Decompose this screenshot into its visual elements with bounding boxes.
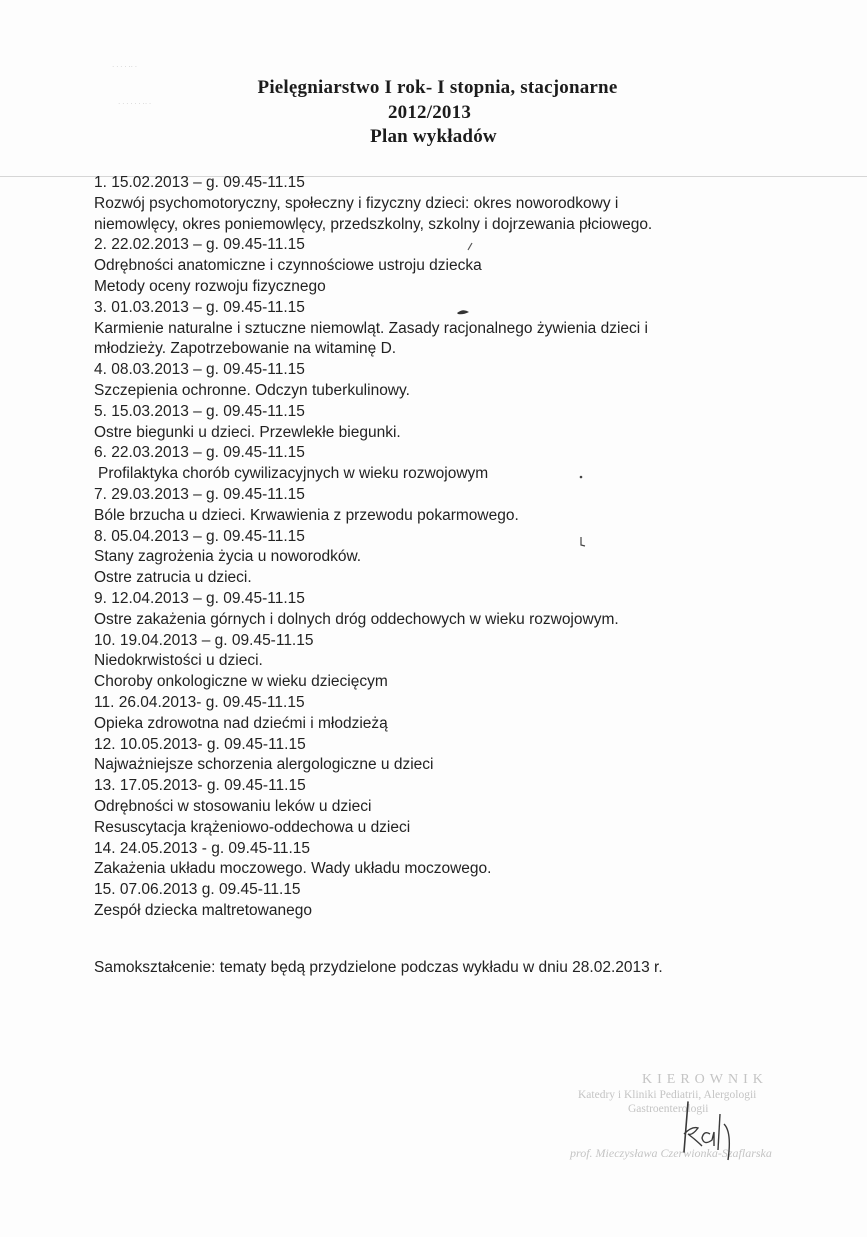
list-line: Odrębności anatomiczne i czynnościowe ustroju dziecka — [94, 257, 482, 275]
list-line: Opieka zdrowotna nad dziećmi i młodzieżą — [94, 714, 388, 732]
list-line: Zespół dziecka maltretowanego — [94, 901, 312, 919]
scan-artifact: · · · · · · ·· · — [118, 100, 152, 108]
list-line: 15. 07.06.2013 g. 09.45-11.15 — [94, 881, 301, 899]
list-line: Stany zagrożenia życia u noworodków. — [94, 548, 362, 566]
list-line: Rozwój psychomotoryczny, społeczny i fizyczny dzieci: okres noworodkowy i — [94, 194, 619, 212]
self-study-note: Samokształcenie: tematy będą przydzielone podczas wykładu w dniu 28.02.2013 r. — [94, 959, 663, 976]
stamp-title: KIEROWNIK — [642, 1072, 768, 1087]
pen-mark — [456, 307, 470, 317]
list-line: 14. 24.05.2013 - g. 09.45-11.15 — [94, 839, 311, 857]
list-line: Najważniejsze schorzenia alergologiczne u dzieci — [94, 756, 434, 774]
list-line: Metody oceny rozwoju fizycznego — [94, 277, 326, 295]
list-line: 2. 22.02.2013 – g. 09.45-11.15 — [94, 236, 305, 254]
list-line: 12. 10.05.2013- g. 09.45-11.15 — [94, 735, 306, 753]
list-line: Karmienie naturalne i sztuczne niemowląt. Zasady racjonalnego żywienia dzieci i — [94, 319, 648, 337]
list-line: 5. 15.03.2013 – g. 09.45-11.15 — [94, 402, 305, 420]
stamp-name: prof. Mieczysława Czerwionka-Szaflarska — [570, 1146, 772, 1160]
list-line: Szczepienia ochronne. Odczyn tuberkulinowy. — [94, 381, 410, 399]
pen-mark — [578, 536, 586, 548]
list-line: Ostre zakażenia górnych i dolnych dróg oddechowych w wieku rozwojowym. — [94, 610, 619, 628]
list-line: 4. 08.03.2013 – g. 09.45-11.15 — [94, 361, 305, 379]
pen-mark — [578, 473, 584, 481]
list-line: Profilaktyka chorób cywilizacyjnych w wieku rozwojowym — [98, 465, 489, 483]
list-line: Ostre zatrucia u dzieci. — [94, 569, 252, 587]
list-line: młodzieży. Zapotrzebowanie na witaminę D. — [94, 340, 397, 358]
scan-artifact: · · · · ·· · — [112, 63, 138, 71]
list-line: 1. 15.02.2013 – g. 09.45-11.15 — [94, 174, 305, 191]
list-line: 6. 22.03.2013 – g. 09.45-11.15 — [94, 444, 305, 462]
pen-mark — [466, 242, 474, 252]
stamp-department-2: Gastroenterologii — [628, 1103, 709, 1115]
list-line: 3. 01.03.2013 – g. 09.45-11.15 — [94, 298, 305, 316]
list-line: 8. 05.04.2013 – g. 09.45-11.15 — [94, 527, 305, 545]
list-line: Ostre biegunki u dzieci. Przewlekłe biegunki. — [94, 423, 401, 441]
list-line: 7. 29.03.2013 – g. 09.45-11.15 — [94, 485, 305, 503]
list-line: Bóle brzucha u dzieci. Krwawienia z przewodu pokarmowego. — [94, 506, 519, 524]
list-line: 11. 26.04.2013- g. 09.45-11.15 — [94, 693, 305, 711]
plan-heading: Plan wykładów — [370, 126, 497, 147]
list-line: 10. 19.04.2013 – g. 09.45-11.15 — [94, 631, 314, 649]
list-line: Niedokrwistości u dzieci. — [94, 652, 263, 670]
stamp-department: Katedry i Kliniki Pediatrii, Alergologii — [578, 1089, 757, 1101]
list-line: Odrębności w stosowaniu leków u dzieci — [94, 797, 372, 815]
document-title: Pielęgniarstwo I rok- I stopnia, stacjonarne — [257, 77, 618, 98]
list-line: Zakażenia układu moczowego. Wady układu moczowego. — [94, 860, 492, 878]
list-line: Resuscytacja krążeniowo-oddechowa u dzieci — [94, 818, 411, 836]
list-line: Choroby onkologiczne w wieku dziecięcym — [94, 673, 388, 691]
list-line: 9. 12.04.2013 – g. 09.45-11.15 — [94, 589, 305, 607]
list-line: niemowlęcy, okres poniemowlęcy, przedszkolny, szkolny i dojrzewania płciowego. — [94, 215, 653, 233]
handwritten-signature — [662, 1084, 772, 1164]
academic-year: 2012/2013 — [387, 102, 472, 123]
lecture-plan-list — [94, 173, 794, 922]
list-line: 13. 17.05.2013- g. 09.45-11.15 — [94, 777, 306, 795]
